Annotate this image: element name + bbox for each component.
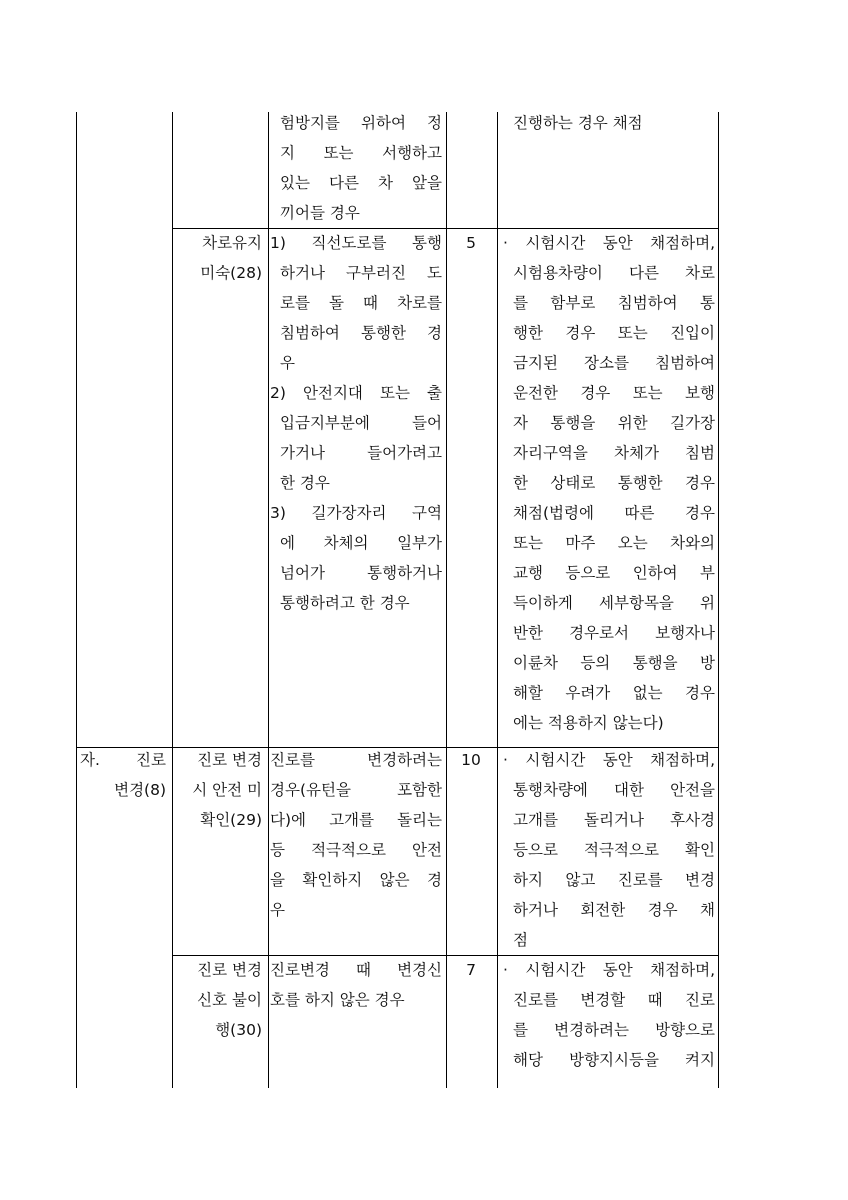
sub-item-cell-line: 진로 변경 [197, 961, 262, 979]
scoring-cell-line: 반한 경우로서 보행자나 [513, 624, 715, 642]
criteria-cell [270, 745, 442, 925]
scoring-cell-line: · 시험시간 동안 채점하며, [503, 961, 715, 979]
criteria-cell-line: 진로변경 때 변경신 [270, 961, 442, 979]
sub-item-cell [176, 955, 262, 1045]
scoring-cell [503, 955, 715, 1075]
points-cell: 5 [466, 234, 476, 252]
scoring-cell-line: 에는 적용하지 않는다) [513, 714, 664, 732]
scoring-cell [503, 745, 715, 955]
criteria-cell-line: 끼어들 경우 [280, 204, 360, 222]
scoring-cell-line: 진행하는 경우 채점 [513, 114, 643, 132]
criteria-cell-line: 험방지를 위하여 정 [280, 114, 442, 132]
points-cell: 10 [461, 751, 481, 769]
scoring-cell-line: 운전한 경우 또는 보행 [513, 384, 715, 402]
column-divider [76, 112, 77, 1088]
scoring-cell-line: 이륜차 등의 통행을 방 [513, 654, 715, 672]
criteria-cell-line: 입금지부분에 들어 [280, 414, 442, 432]
criteria-cell-line: 경우(유턴을 포함한 [270, 781, 442, 799]
scoring-cell-line: 행한 경우 또는 진입이 [513, 324, 715, 342]
scoring-cell [503, 108, 715, 138]
criteria-cell-line: 3) 길가장자리 구역 [270, 504, 442, 522]
points-cell: 7 [466, 961, 476, 979]
criteria-cell-line: 통행하려고 한 경우 [280, 594, 410, 612]
criteria-cell-line: 우 [270, 901, 285, 919]
scoring-cell-line: 고개를 돌리거나 후사경 [513, 811, 715, 829]
sub-item-cell-line: 확인(29) [200, 811, 262, 829]
column-divider [497, 112, 498, 1088]
column-divider [446, 112, 447, 1088]
scoring-cell-line: 교행 등으로 인하여 부 [513, 564, 715, 582]
criteria-cell-line: 호를 하지 않은 경우 [270, 991, 405, 1009]
scoring-cell-line: 등으로 적극적으로 확인 [513, 841, 715, 859]
scoring-cell-line: 금지된 장소를 침범하여 [513, 354, 715, 372]
criteria-cell-line: 등 적극적으로 안전 [270, 841, 442, 859]
scoring-cell-line: 시험용차량이 다른 차로 [513, 264, 715, 282]
criteria-cell-line: 을 확인하지 않은 경 [270, 871, 442, 889]
scoring-cell-line: 또는 마주 오는 차와의 [513, 534, 715, 552]
criteria-cell [270, 955, 442, 1015]
criteria-cell-line: 지 또는 서행하고 [280, 144, 442, 162]
criteria-cell-line: 우 [280, 354, 295, 372]
column-divider [172, 112, 173, 1088]
criteria-cell-line: 한 경우 [280, 474, 330, 492]
scoring-cell-line: 를 함부로 침범하여 통 [513, 294, 715, 312]
criteria-cell-line: 1) 직선도로를 통행 [270, 234, 442, 252]
scoring-cell [503, 228, 715, 738]
sub-item-cell-line: 신호 불이 [197, 991, 262, 1009]
criteria-cell-line: 로를 돌 때 차로를 [280, 294, 442, 312]
column-divider [718, 112, 719, 1088]
sub-item-cell [176, 228, 262, 288]
criteria-cell-line: 있는 다른 차 앞을 [280, 174, 442, 192]
sub-item-cell-line: 시 안전 미 [192, 781, 262, 799]
scoring-cell-line: 자 통행을 위한 길가장 [513, 414, 715, 432]
criteria-cell-line: 침범하여 통행한 경 [280, 324, 442, 342]
sub-item-cell-line: 행(30) [215, 1021, 262, 1039]
scoring-cell-line: 득이하게 세부항목을 위 [513, 594, 715, 612]
category-cell-line: 자. 진로 [80, 751, 166, 769]
criteria-cell-line: 하거나 구부러진 도 [280, 264, 442, 282]
scoring-cell-line: 하거나 회전한 경우 채 [513, 901, 715, 919]
scoring-cell-line: 해할 우려가 없는 경우 [513, 684, 715, 702]
scoring-cell-line: 점 [513, 931, 528, 949]
sub-item-cell-line: 차로유지 [202, 234, 262, 252]
scoring-cell-line: · 시험시간 동안 채점하며, [503, 234, 715, 252]
category-cell-line: 변경(8) [114, 781, 166, 799]
criteria-cell-line: 2) 안전지대 또는 출 [270, 384, 442, 402]
scoring-cell-line: 통행차량에 대한 안전을 [513, 781, 715, 799]
scoring-cell-line: 를 변경하려는 방향으로 [513, 1021, 715, 1039]
criteria-cell [270, 108, 442, 228]
scoring-cell-line: 하지 않고 진로를 변경 [513, 871, 715, 889]
scoring-cell-line: · 시험시간 동안 채점하며, [503, 751, 715, 769]
sub-item-cell [176, 745, 262, 835]
criteria-cell-line: 에 차체의 일부가 [280, 534, 442, 552]
criteria-cell-line: 진로를 변경하려는 [270, 751, 442, 769]
criteria-cell [270, 228, 442, 618]
scoring-cell-line: 자리구역을 차체가 침범 [513, 444, 715, 462]
sub-item-cell-line: 진로 변경 [197, 751, 262, 769]
column-divider [268, 112, 269, 1088]
scoring-cell-line: 해당 방향지시등을 켜지 [513, 1051, 715, 1069]
criteria-cell-line: 넘어가 통행하거나 [280, 564, 442, 582]
criteria-cell-line: 다)에 고개를 돌리는 [270, 811, 442, 829]
scoring-cell-line: 진로를 변경할 때 진로 [513, 991, 715, 1009]
category-cell [80, 745, 166, 805]
scoring-cell-line: 한 상태로 통행한 경우 [513, 474, 715, 492]
sub-item-cell-line: 미숙(28) [200, 264, 262, 282]
scoring-cell-line: 채점(법령에 따른 경우 [513, 504, 715, 522]
criteria-cell-line: 가거나 들어가려고 [280, 444, 442, 462]
